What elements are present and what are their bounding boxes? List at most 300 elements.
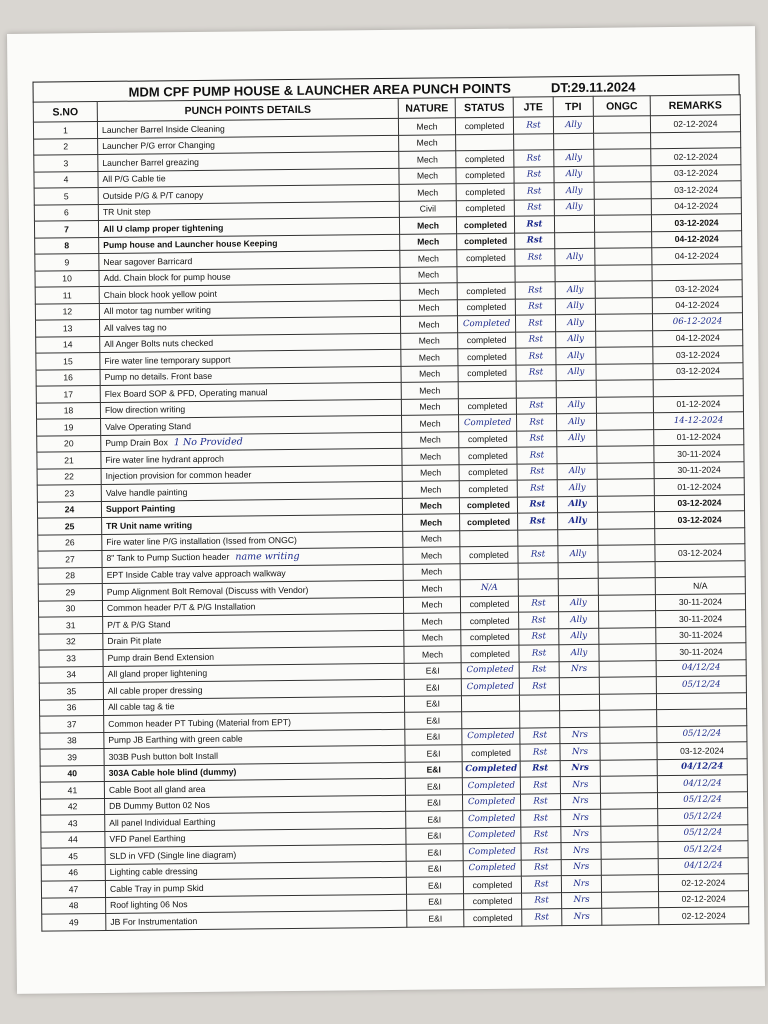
punch-points-sheet — [7, 26, 765, 994]
cell-tpi-signature-text: Nrs — [573, 862, 590, 873]
cell-detail-text: Fire water line P/G installation (Issed from ONGC) — [106, 535, 297, 548]
cell-sno — [40, 781, 104, 798]
cell-detail-text: All P/G Cable tie — [102, 173, 166, 185]
cell-detail-text: Flex Board SOP & PFD, Operating manual — [104, 386, 268, 399]
cell-remarks — [656, 643, 746, 660]
cell-jte-signature — [520, 727, 560, 744]
cell-tpi-signature-text: Ally — [566, 251, 584, 262]
cell-status-text: Completed — [468, 862, 516, 874]
cell-status — [460, 596, 518, 613]
cell-tpi-signature-text: Ally — [568, 466, 586, 477]
cell-sno — [38, 567, 102, 584]
cell-nature — [405, 728, 462, 745]
cell-remarks — [655, 544, 745, 561]
cell-status-text: completed — [464, 235, 508, 247]
cell-ongc — [597, 479, 654, 496]
cell-status — [461, 695, 519, 712]
cell-ongc — [597, 446, 654, 463]
cell-sno-text: 36 — [66, 702, 77, 713]
cell-sno — [39, 616, 103, 633]
cell-sno — [40, 715, 104, 732]
cell-detail-text: 8" Tank to Pump Suction header — [106, 551, 230, 564]
cell-nature-text: Mech — [419, 500, 442, 511]
cell-status-text: completed — [466, 285, 507, 296]
cell-jte-signature — [518, 562, 558, 579]
cell-remarks-text: 03-12-2024 — [676, 365, 721, 377]
cell-nature — [404, 679, 461, 696]
cell-status-text: completed — [468, 450, 508, 461]
cell-jte-signature — [520, 711, 560, 728]
cell-status — [459, 464, 517, 481]
cell-sno — [36, 336, 100, 353]
cell-nature-text: Mech — [419, 434, 441, 445]
cell-jte-signature — [521, 810, 561, 827]
col-header-jte: JTE — [513, 97, 553, 117]
cell-detail-text: All motor tag number writing — [103, 305, 211, 317]
cell-status-text: Completed — [468, 829, 516, 841]
cell-nature-text: Mech — [421, 649, 444, 660]
cell-sno-text: 4 — [63, 174, 69, 185]
cell-tpi-signature — [560, 743, 600, 760]
cell-status — [456, 150, 514, 167]
cell-nature — [404, 695, 461, 712]
cell-remarks — [652, 247, 742, 264]
cell-sno — [42, 897, 106, 914]
cell-status — [460, 530, 518, 547]
cell-tpi-signature — [559, 661, 599, 678]
cell-jte-signature-text: Rst — [531, 648, 547, 659]
cell-detail-text: Fire water line hydrant approch — [105, 453, 224, 465]
cell-tpi-signature — [560, 710, 600, 727]
cell-jte-signature — [520, 744, 560, 761]
cell-tpi-signature — [562, 892, 602, 909]
cell-remarks — [657, 709, 747, 726]
cell-ongc — [599, 627, 656, 644]
cell-remarks-text: 04/12/24 — [683, 778, 722, 789]
cell-tpi-signature-text: Nrs — [572, 796, 589, 807]
cell-sno-text: 44 — [68, 834, 78, 845]
cell-detail-text: Drain Pit plate — [107, 635, 162, 647]
cell-jte-signature-text: Rst — [534, 912, 549, 923]
cell-status-text: completed — [472, 895, 513, 907]
cell-tpi-signature — [556, 331, 596, 348]
cell-tpi-signature — [557, 446, 597, 463]
cell-jte-signature-text: Rst — [533, 846, 549, 857]
cell-detail-text: Outside P/G & P/T canopy — [102, 189, 204, 201]
cell-detail-text: Injection provision for common header — [105, 469, 252, 482]
cell-ongc — [602, 908, 659, 925]
cell-sno-text: 3 — [63, 158, 69, 169]
cell-sno — [37, 501, 101, 518]
cell-remarks-text: 05/12/24 — [681, 679, 721, 690]
cell-jte-signature — [514, 166, 554, 183]
cell-tpi-signature — [560, 727, 600, 744]
cell-detail-text: All panel Individual Earthing — [109, 816, 216, 828]
cell-jte-signature — [516, 348, 556, 365]
cell-sno-text: 8 — [64, 240, 70, 251]
cell-sno-text: 33 — [66, 653, 76, 664]
cell-tpi-signature-text: Nrs — [571, 763, 589, 774]
cell-remarks — [652, 230, 742, 247]
cell-jte-signature — [518, 595, 558, 612]
cell-remarks-text: 30-11-2024 — [677, 464, 721, 476]
cell-jte-signature-text: Rst — [531, 664, 547, 675]
cell-detail-text: Pump drain Bend Extension — [107, 651, 215, 663]
cell-tpi-signature — [558, 529, 598, 546]
cell-ongc — [595, 297, 652, 314]
cell-tpi-signature-text: Ally — [565, 169, 583, 180]
cell-sno-text: 34 — [66, 669, 77, 680]
cell-tpi-signature-text: Ally — [570, 631, 588, 642]
cell-remarks-text: 01-12-2024 — [676, 431, 721, 443]
cell-status — [457, 299, 515, 316]
cell-remarks — [652, 296, 742, 313]
cell-detail-text: VFD Panel Earthing — [109, 833, 186, 845]
cell-nature — [404, 662, 461, 679]
cell-status — [461, 645, 519, 662]
cell-ongc — [595, 314, 652, 331]
cell-jte-signature — [519, 678, 559, 695]
cell-tpi-signature-text: Nrs — [573, 911, 590, 922]
cell-sno-text: 45 — [68, 850, 78, 862]
cell-sno-text: 41 — [67, 784, 78, 796]
cell-tpi-signature-text: Ally — [567, 367, 585, 378]
cell-remarks-text: 03-12-2024 — [677, 547, 722, 558]
cell-tpi-signature-text: Ally — [567, 317, 584, 328]
cell-detail-text: Pump JB Earthing with green cable — [108, 733, 243, 746]
cell-status-text: completed — [465, 252, 506, 263]
cell-jte-signature-text: Rst — [529, 466, 545, 477]
cell-nature-text: E&I — [425, 682, 440, 693]
punch-points-table — [33, 94, 750, 931]
cell-tpi-signature — [557, 496, 597, 513]
cell-nature — [399, 200, 456, 217]
cell-ongc — [596, 330, 653, 347]
cell-detail-text: Roof lighting 06 Nos — [110, 899, 188, 911]
cell-nature-text: Mech — [417, 187, 439, 198]
cell-sno — [34, 220, 98, 237]
cell-status-text: completed — [466, 334, 507, 346]
cell-status — [456, 200, 514, 217]
cell-status-text: completed — [470, 648, 510, 659]
cell-jte-signature — [514, 216, 554, 233]
cell-detail-text: Pump Alignment Bolt Removal (Discuss with Vendor) — [106, 584, 309, 597]
cell-status — [460, 513, 518, 530]
cell-status-text: completed — [467, 433, 508, 445]
cell-nature — [403, 596, 460, 613]
cell-tpi-signature — [562, 908, 602, 925]
cell-status-text: completed — [469, 615, 510, 626]
cell-nature — [402, 415, 459, 432]
cell-detail-text: DB Dummy Button 02 Nos — [109, 800, 210, 812]
cell-nature-text: E&I — [426, 715, 441, 726]
cell-ongc — [593, 116, 650, 133]
cell-jte-signature — [520, 793, 560, 810]
cell-sno — [37, 484, 101, 501]
cell-remarks-text: 30-11-2024 — [677, 448, 721, 459]
cell-detail-text: All gland proper lightening — [107, 668, 208, 680]
cell-detail-text: 303A Cable hole blind (dummy) — [108, 766, 237, 779]
cell-sno-text: 1 — [63, 125, 68, 136]
cell-status-text: completed — [467, 351, 507, 362]
cell-jte-signature — [518, 513, 558, 530]
cell-jte-signature — [515, 315, 555, 332]
cell-sno — [35, 270, 99, 287]
cell-tpi-signature — [559, 677, 599, 694]
cell-sno-text: 19 — [63, 422, 74, 433]
col-header-ongc: ONGC — [593, 96, 650, 117]
cell-status — [461, 662, 519, 679]
cell-sno-text: 22 — [64, 471, 74, 482]
cell-remarks-text: 05/12/24 — [682, 728, 722, 740]
cell-sno — [41, 814, 105, 831]
cell-nature — [402, 481, 459, 498]
cell-nature-text: E&I — [427, 814, 442, 825]
cell-status — [457, 249, 515, 266]
cell-remarks — [659, 907, 749, 924]
cell-tpi-signature — [554, 215, 594, 232]
cell-remarks — [651, 197, 741, 214]
cell-detail-text: SLD in VFD (Single line diagram) — [109, 849, 237, 861]
cell-remarks-text: 05/12/24 — [683, 827, 723, 839]
cell-remarks — [653, 412, 743, 429]
cell-remarks — [657, 791, 747, 808]
cell-detail-text: All Anger Bolts nuts checked — [104, 338, 214, 350]
cell-remarks — [657, 775, 747, 792]
cell-tpi-signature-text: Nrs — [572, 845, 590, 856]
cell-remarks — [651, 164, 741, 181]
cell-remarks-text: 30-11-2024 — [678, 596, 723, 608]
cell-sno — [41, 880, 105, 897]
cell-ongc — [599, 693, 656, 710]
cell-status — [456, 134, 514, 151]
cell-nature — [405, 712, 462, 729]
cell-remarks-text: 05/12/24 — [683, 844, 723, 855]
cell-tpi-signature-text: Ally — [568, 400, 585, 411]
cell-tpi-signature-text: Ally — [565, 119, 582, 130]
cell-detail-text: P/T & P/G Stand — [107, 619, 171, 630]
cell-nature — [399, 184, 456, 201]
cell-sno — [40, 765, 104, 782]
cell-sno — [36, 369, 100, 386]
cell-sno — [42, 913, 106, 930]
cell-status-text: Completed — [462, 318, 511, 329]
cell-remarks — [652, 313, 742, 330]
col-header-status: STATUS — [455, 97, 513, 118]
cell-ongc — [599, 644, 656, 661]
cell-remarks-text: 03-12-2024 — [677, 497, 722, 509]
cell-remarks-text: 04/12/24 — [681, 662, 721, 674]
cell-tpi-signature-text: Nrs — [571, 730, 588, 741]
cell-sno-text: 21 — [64, 455, 74, 466]
cell-sno — [37, 468, 101, 485]
cell-remarks — [655, 527, 745, 544]
cell-remarks — [653, 329, 743, 346]
cell-ongc — [600, 726, 657, 743]
cell-jte-signature-text: Rst — [527, 202, 542, 213]
cell-jte-signature — [513, 117, 553, 134]
cell-status — [455, 117, 513, 134]
cell-ongc — [600, 710, 657, 727]
cell-status-text: completed — [472, 912, 513, 923]
cell-ongc — [601, 875, 658, 892]
cell-jte-signature — [515, 232, 555, 249]
cell-remarks-text: 04-12-2024 — [674, 200, 719, 212]
cell-nature — [403, 514, 460, 531]
cell-status — [462, 744, 520, 761]
cell-sno — [40, 732, 104, 749]
cell-remarks — [655, 511, 745, 528]
cell-nature — [405, 761, 462, 778]
cell-remarks-text: 04/12/24 — [681, 761, 724, 773]
cell-status-text: completed — [466, 301, 507, 313]
cell-sno — [39, 649, 103, 666]
cell-remarks-text: 03-12-2024 — [673, 167, 719, 179]
cell-detail-text: Cable Tray in pump Skid — [109, 882, 204, 894]
cell-status-text: completed — [463, 219, 508, 230]
cell-detail-text: All U clamp proper tightening — [102, 222, 224, 234]
cell-jte-signature-text: Rst — [527, 285, 543, 296]
cell-tpi-signature-text: Ally — [566, 202, 583, 213]
cell-jte-signature — [521, 826, 561, 843]
cell-tpi-signature — [557, 413, 597, 430]
cell-sno-text: 14 — [62, 339, 73, 350]
cell-tpi-signature — [561, 842, 601, 859]
cell-status — [463, 843, 521, 860]
cell-nature-text: Mech — [421, 599, 443, 610]
cell-status — [459, 447, 517, 464]
cell-status-text: completed — [467, 516, 511, 527]
cell-jte-signature — [519, 612, 559, 629]
cell-status-text: completed — [469, 631, 510, 643]
cell-nature — [399, 167, 456, 184]
cell-tpi-signature-text: Ally — [570, 598, 587, 609]
cell-tpi-signature-text: Ally — [565, 185, 583, 196]
cell-nature-text: Mech — [416, 220, 440, 231]
cell-status-text: completed — [472, 879, 513, 890]
cell-ongc — [600, 759, 657, 776]
cell-nature — [398, 118, 455, 135]
cell-status-text: Completed — [466, 681, 515, 692]
cell-ongc — [599, 611, 656, 628]
cell-nature-text: Mech — [419, 451, 441, 462]
cell-nature — [402, 448, 459, 465]
cell-sno — [33, 122, 97, 139]
cell-status — [456, 183, 514, 200]
cell-ongc — [596, 396, 653, 413]
cell-nature-text: Mech — [416, 137, 438, 148]
cell-jte-signature — [517, 447, 557, 464]
cell-sno — [34, 171, 98, 188]
cell-tpi-signature — [555, 314, 595, 331]
cell-tpi-signature-text: Ally — [567, 301, 584, 312]
cell-nature — [402, 431, 459, 448]
cell-nature — [406, 877, 463, 894]
cell-status — [456, 167, 514, 184]
cell-nature-text: E&I — [428, 913, 443, 924]
cell-nature — [405, 745, 462, 762]
cell-nature — [399, 217, 456, 234]
cell-ongc — [596, 380, 653, 397]
cell-remarks — [651, 148, 741, 165]
cell-sno — [41, 798, 105, 815]
cell-status — [461, 678, 519, 695]
cell-detail-text: All cable proper dressing — [107, 684, 203, 696]
cell-status — [463, 876, 521, 893]
cell-ongc — [600, 743, 657, 760]
cell-remarks — [656, 676, 746, 693]
cell-jte-signature — [522, 909, 562, 926]
cell-ongc — [601, 842, 658, 859]
cell-jte-signature — [519, 694, 559, 711]
cell-status — [459, 414, 517, 431]
cell-nature-text: E&I — [426, 764, 441, 775]
cell-nature-text: Mech — [421, 566, 443, 577]
cell-detail-text: TR Unit name writing — [106, 519, 193, 531]
cell-nature — [400, 233, 457, 250]
cell-tpi-signature — [556, 347, 596, 364]
cell-detail-text: Support Painting — [105, 503, 176, 515]
cell-jte-signature — [521, 843, 561, 860]
cell-sno-text: 29 — [65, 587, 76, 598]
cell-detail-text: Flow direction writing — [104, 404, 186, 416]
cell-jte-signature-text: Rst — [528, 334, 543, 345]
cell-tpi-signature — [557, 463, 597, 480]
cell-status — [458, 365, 516, 382]
cell-jte-signature — [519, 645, 559, 662]
cell-sno — [38, 517, 102, 534]
cell-ongc — [595, 231, 652, 248]
cell-jte-signature-text: Rst — [528, 318, 543, 329]
cell-remarks — [651, 181, 741, 198]
cell-ongc — [598, 561, 655, 578]
cell-status — [458, 381, 516, 398]
cell-status-text: Completed — [465, 763, 518, 775]
cell-sno-text: 30 — [65, 603, 76, 614]
cell-status — [461, 629, 519, 646]
cell-sno-text: 46 — [68, 867, 79, 878]
cell-status-text: completed — [471, 747, 511, 758]
cell-nature — [406, 811, 463, 828]
cell-nature — [401, 398, 458, 415]
cell-status — [458, 332, 516, 349]
handwritten-note: name writing — [235, 551, 300, 563]
col-header-remarks: REMARKS — [650, 95, 740, 116]
cell-nature — [404, 613, 461, 630]
cell-ongc — [601, 858, 658, 875]
cell-tpi-signature — [555, 232, 595, 249]
cell-sno — [34, 204, 98, 221]
cell-jte-signature-text: Rst — [534, 862, 549, 873]
cell-remarks-text: 30-11-2024 — [678, 613, 723, 624]
cell-tpi-signature — [559, 694, 599, 711]
table-body — [33, 115, 748, 931]
cell-jte-signature-text: Rst — [526, 235, 543, 246]
cell-jte-signature — [514, 199, 554, 216]
cell-tpi-signature — [561, 859, 601, 876]
cell-tpi-signature-text: Nrs — [572, 779, 589, 790]
cell-remarks-text: 03-12-2024 — [674, 184, 719, 195]
cell-sno-text: 12 — [62, 306, 73, 317]
cell-remarks-text: 06-12-2024 — [672, 316, 723, 327]
cell-remarks-text: 02-12-2024 — [673, 118, 718, 129]
cell-jte-signature-text: Rst — [528, 301, 543, 312]
cell-sno — [38, 534, 102, 551]
cell-detail-text: Launcher Barrel greazing — [102, 156, 199, 168]
cell-sno-text: 24 — [64, 504, 75, 515]
cell-jte-signature-text: Rst — [526, 120, 541, 131]
cell-sno-text: 35 — [66, 686, 77, 697]
